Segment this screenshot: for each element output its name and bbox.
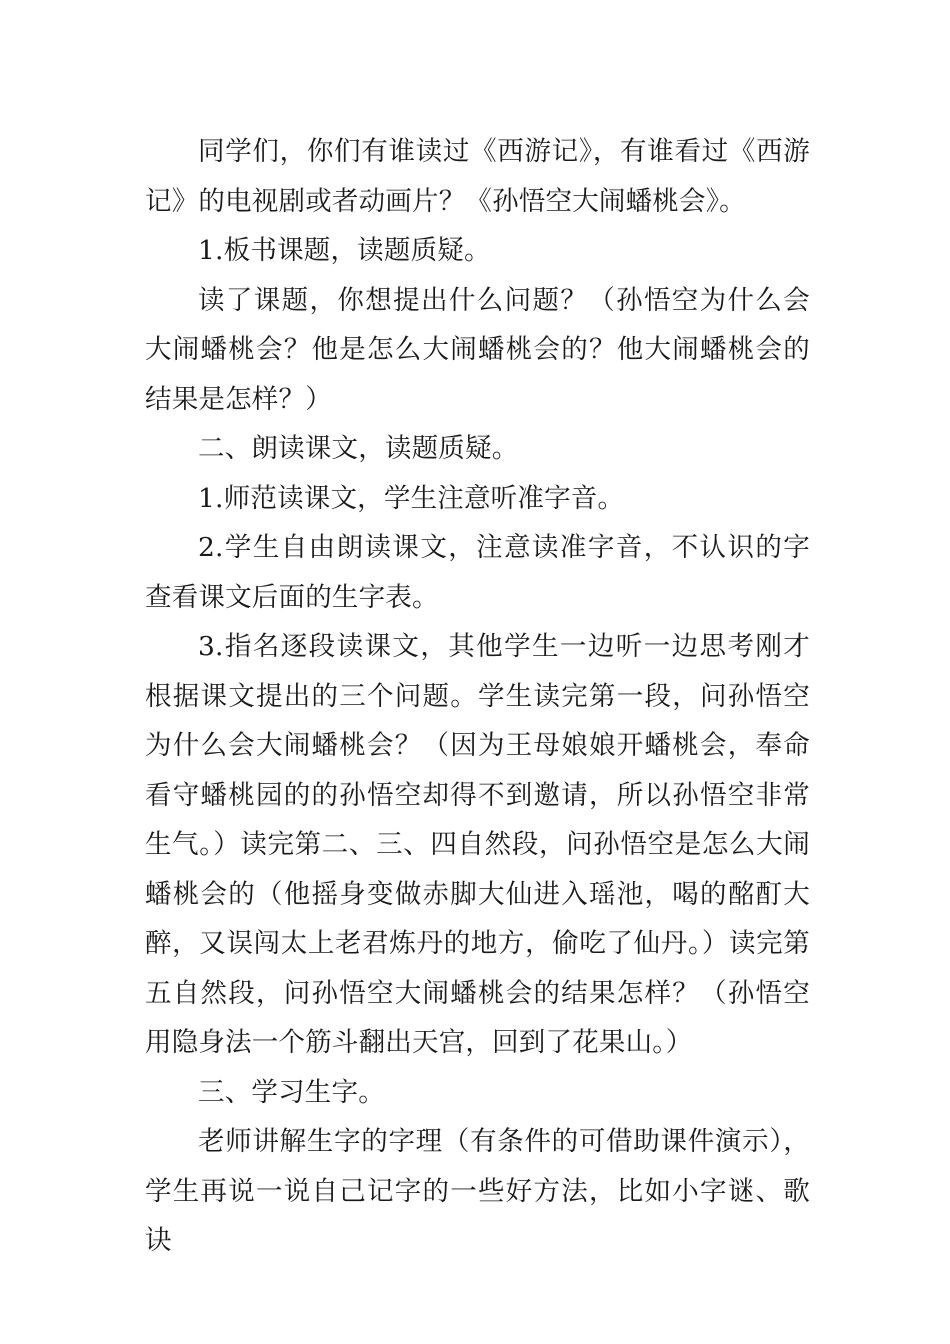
paragraph-segment-reading: 3.指名逐段读课文，其他学生一边听一边思考刚才根据课文提出的三个问题。学生读完第一段，问孙悟空为什么会大闹蟠桃会？（因为王母娘娘开蟠桃会，奉命看守蟠桃园的的孙悟空却得不到邀请，所以孙悟空非常生气。）读完第二、三、四自然段，问孙悟空是怎么大闹蟠桃会的（他摇身变做赤脚大仙进入瑶池，喝的酩酊大醉，又误闯太上老君炼丹的地方，偷吃了仙丹。）读完第五自然段，问孙悟空大闹蟠桃会的结果怎样？（孙悟空用隐身法一个筋斗翻出天宫，回到了花果山。）: [145, 631, 810, 1058]
paragraph-character-study: 老师讲解生字的字理（有条件的可借助课件演示），学生再说一说自己记字的一些好方法，比如小字谜、歌诀: [145, 1126, 810, 1256]
paragraph-intro: 同学们，你们有谁读过《西游记》，有谁看过《西游记》的电视剧或者动画片？《孙悟空大闹蟠桃会》。: [145, 136, 810, 217]
paragraph-students-read: 2.学生自由朗读课文，注意读准字音，不认识的字查看课文后面的生字表。: [145, 532, 810, 613]
paragraph-step-1: 1.板书课题，读题质疑。: [198, 235, 491, 266]
section-heading-2: 二、朗读课文，读题质疑。: [198, 433, 519, 464]
paragraph-questions: 读了课题，你想提出什么问题？（孙悟空为什么会大闹蟠桃会？他是怎么大闹蟠桃会的？他大闹蟠桃会的结果是怎样？）: [145, 284, 810, 415]
paragraph-teacher-reads: 1.师范读课文，学生注意听准字音。: [198, 482, 625, 514]
document-body: [145, 127, 810, 1266]
section-heading-3: 三、学习生字。: [198, 1076, 385, 1108]
